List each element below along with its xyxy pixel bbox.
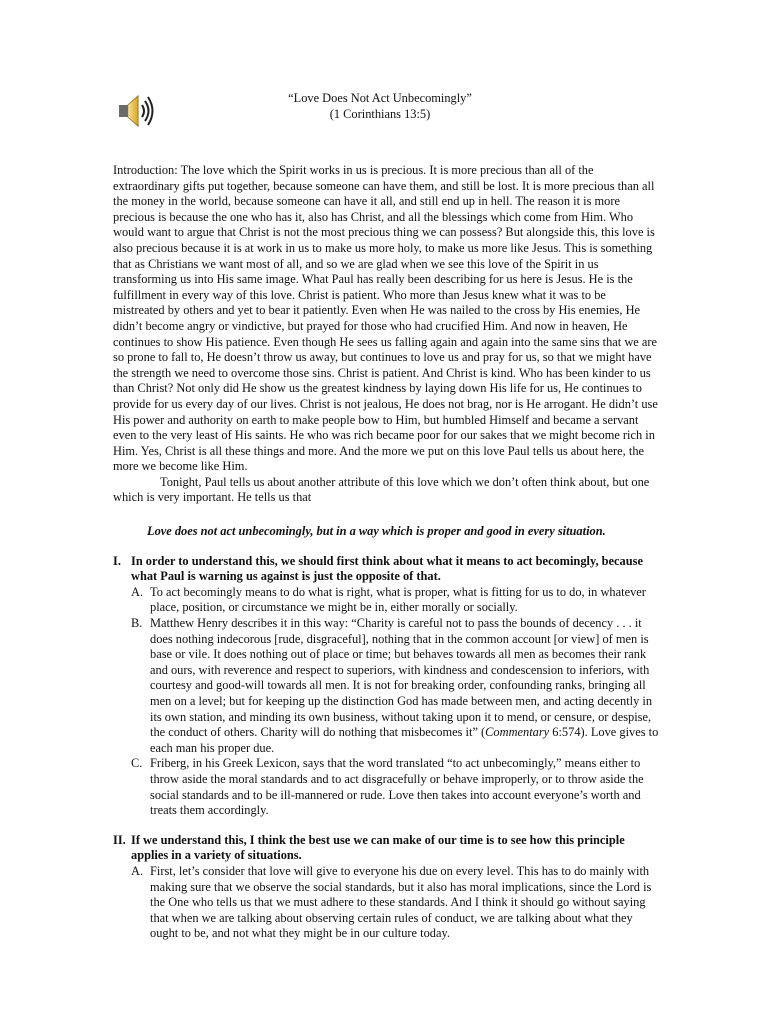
citation-title: Commentary [485,725,550,740]
outline-text: First, let’s consider that love will give to everyone his due on every level. This has to do mainly with making sure that we observe the social standards, but it also has moral implications, since the Lord is the One who tells us that we must adhere to these standards. And I think it should go without saying that when we are talking about observing certain rules of conduct, we are talking about what they ought to be, and not what they might be in our culture today. [150,863,652,941]
section-number: I. [113,553,121,568]
section-number: II. [113,832,126,847]
sermon-body [113,163,659,942]
section-heading-line: applies in a variety of situations. [131,848,302,863]
speaker-icon[interactable] [116,90,158,132]
sermon-title: “Love Does Not Act Unbecomingly” [288,91,472,105]
outline-item [131,585,659,616]
outline-letter: C. [131,756,143,771]
quote-text-end: 6:574). Love gives to each man his proper due. [150,725,659,755]
section-heading-line: In order to understand this, we should first think about what it means to act becomingly, because [131,553,643,568]
key-quote: Love does not act unbecomingly, but in a way which is proper and good in every situation. [147,524,606,539]
outline-text [150,616,659,756]
outline-letter: A. [131,584,144,599]
sermon-title-block [230,90,530,122]
intro-paragraph: Introduction: The love which the Spirit works in us is precious. It is more precious than all of the extraordinary gifts put together, because someone can have them, and still be lost. It is more precious than all the money in the world, because someone can have it all, and still end up in hell. The reason it is more precious is because the one who has it, also has Christ, and all the blessings which come from Him. Who would want to argue that Christ is not the most precious thing we can possess? But alongside this, this love is also precious because it is at work in us to make us more holy, to make us more like Jesus. This is something that as Christians we want most of all, and so we are glad when we see this love of the Spirit in us transforming us into His same image. What Paul has really been describing for us here is Jesus. He is the fulfillment in every way of this love. Christ is patient. Who more than Jesus knew what it was to be mistreated by others and yet to bear it patiently. Even when He was nailed to the cross by His enemies, He didn’t become angry or vindictive, but prayed for those who had crucified Him. And now in heaven, He continues to show His patience. Even though He sees us falling again and again into the same sins that we are so prone to fall to, He doesn’t throw us away, but continues to love us and pray for us, so that we might have the strength we need to overcome those sins. Christ is patient. And Christ is kind. Who has been kinder to us than Christ? Not only did He show us the greatest kindness by laying down His life for us, He continues to provide for us every day of our lives. Christ is not jealous, He does not brag, nor is He arrogant. He didn’t use His power and authority on earth to make people bow to Him, but humbled Himself and became a servant even to the very least of His saints. He who was rich became poor for our sakes that we might become rich in Him. Yes, Christ is all these things and more. And the more we put on this love Paul tells us about here, the more we become like Him. [113,163,658,474]
section-heading-line: what Paul is warning us against is just the opposite of that. [131,569,441,584]
outline-text: To act becomingly means to do what is right, what is proper, what is fitting for us to do, in whatever place, position, or circumstance we might be in, either morally or socially. [150,584,646,615]
section-heading-2 [113,833,659,864]
outline-letter: B. [131,616,143,631]
section-heading-line: If we understand this, I think the best use we can make of our time is to see how this principle [131,832,625,847]
section-heading-1 [113,554,659,585]
quote-text: Matthew Henry describes it in this way: “Charity is careful not to pass the bounds of decency . . . it does nothing indecorous [rude, disgraceful], nothing that in the common account [or view] of men is base or vile. It does nothing out of place or time; but behaves towards all men as becomes their rank and ours, with reverence and respect to superiors, with kindness and condescension to inferiors, with courtesy and good-will towards all men. It is not for breaking order, confounding ranks, bringing all men on a level; but for keeping up the distinction God has made between men, and acting decently in its own station, and minding its own business, without taking upon it to mend, or censure, or despise, the conduct of others. Charity will do nothing that misbecomes it” ( [150,616,653,740]
speaker-icon-graphic [116,90,158,132]
intro-paragraph-2: Tonight, Paul tells us about another attribute of this love which we don’t often think about, but one which is very important. He tells us that [113,474,650,505]
outline-letter: A. [131,863,144,878]
outline-item [131,756,659,818]
outline-item [131,864,659,942]
outline-item [131,616,659,756]
scripture-reference: (1 Corinthians 13:5) [329,107,431,121]
outline-text: Friberg, in his Greek Lexicon, says that the word translated “to act unbecomingly,” means either to throw aside the moral standards and to act disgracefully or behave improperly, or to throw aside the social standards and to be ill-mannered or rude. Love then takes into account everyone’s worth and treats them accordingly. [150,756,644,818]
